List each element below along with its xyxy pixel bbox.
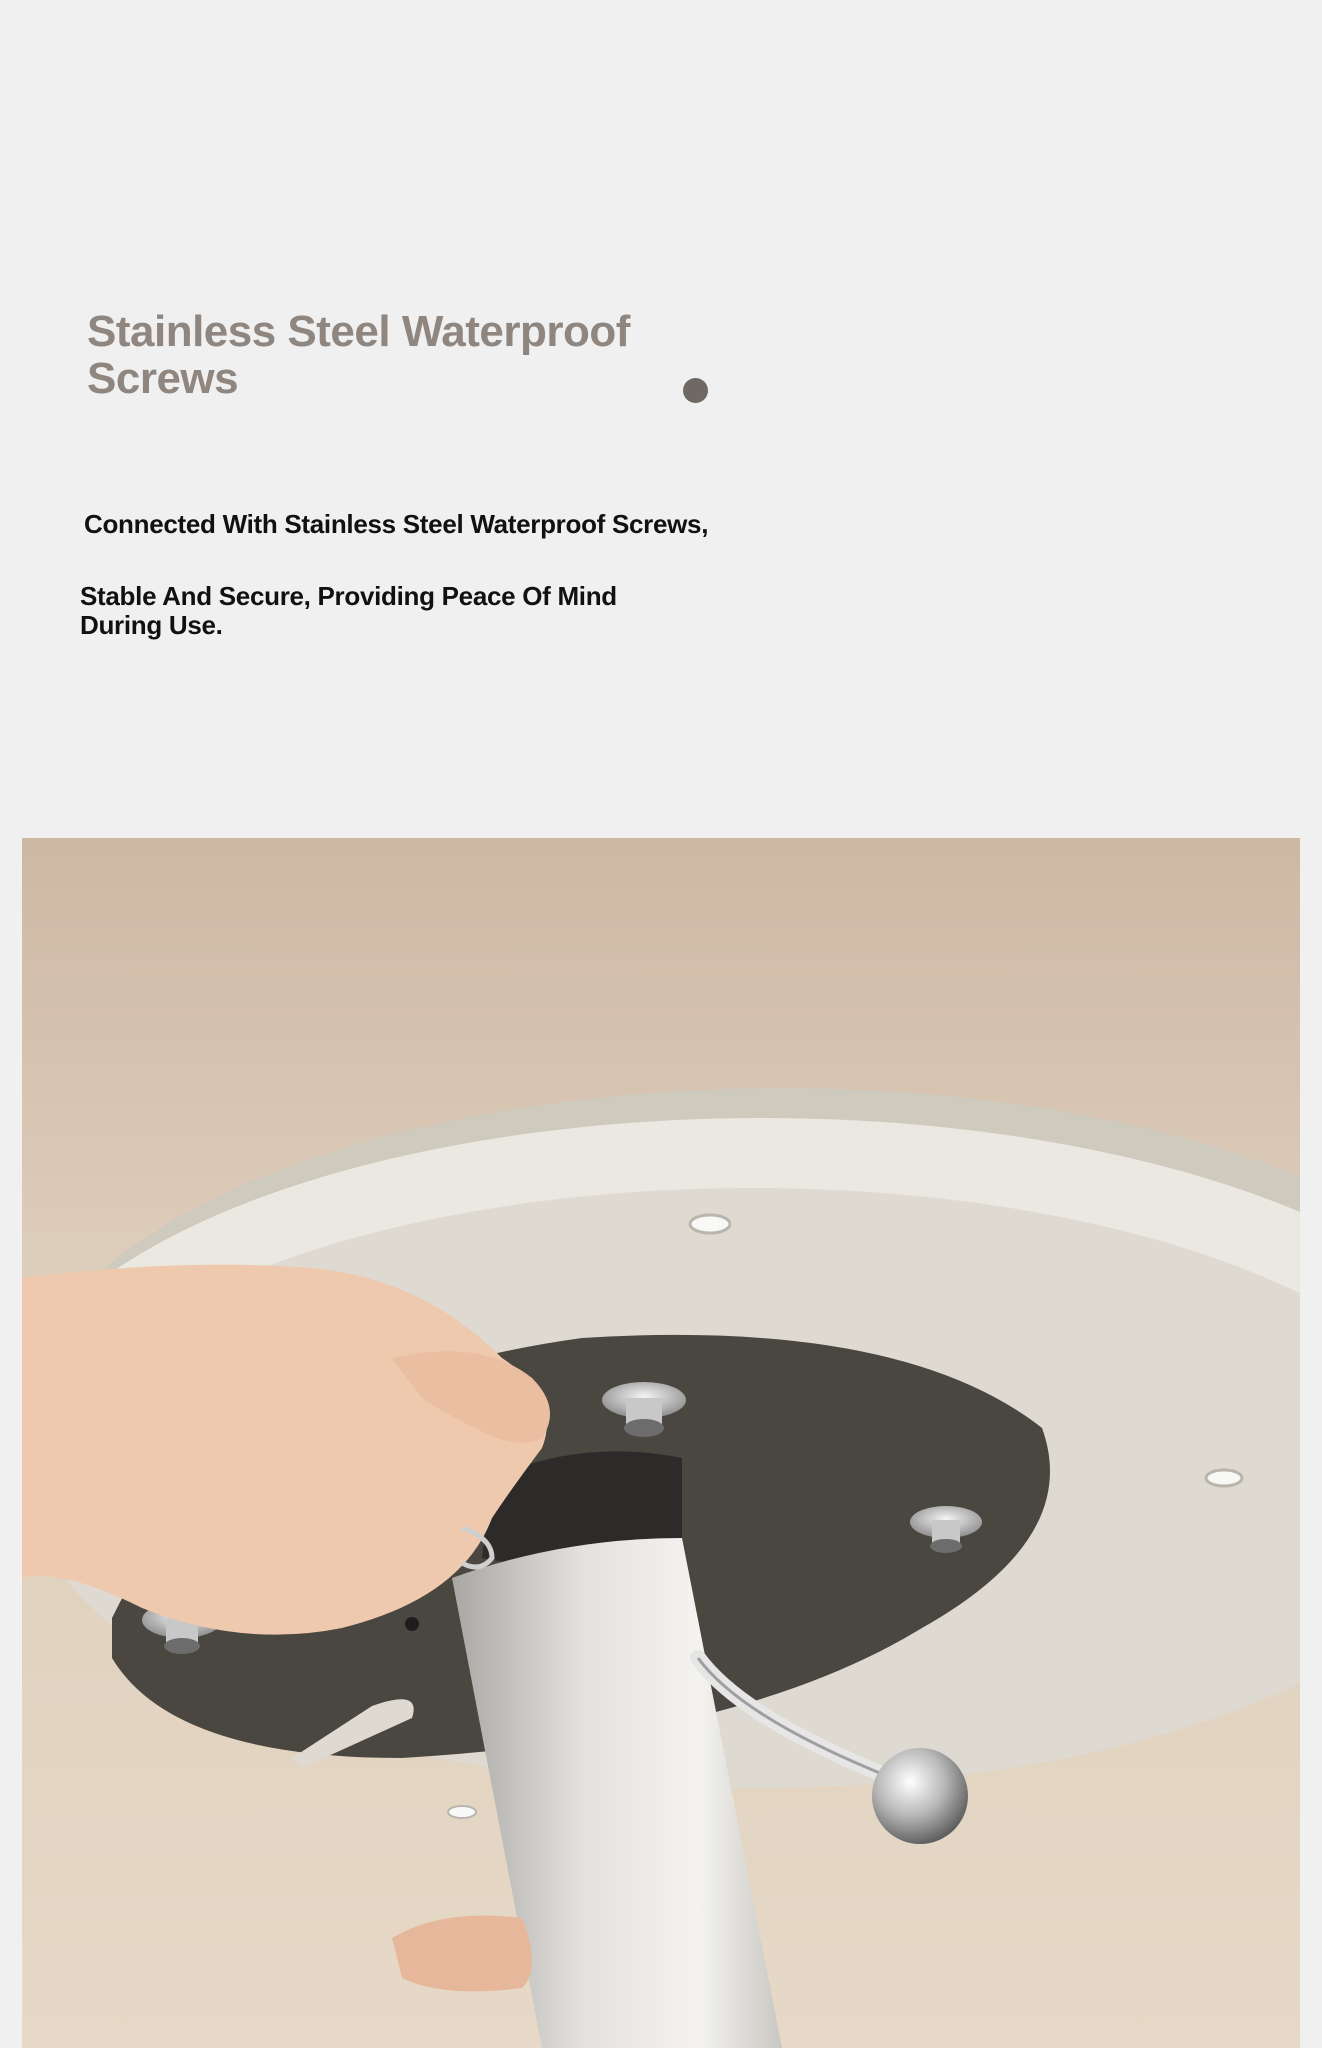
product-photo	[22, 838, 1300, 2048]
description-line-1: Connected With Stainless Steel Waterproof Screws,	[84, 509, 709, 539]
product-photo-illustration	[22, 838, 1300, 2048]
description-line-2: Stable And Secure, Providing Peace Of Mind During Use.	[80, 581, 617, 640]
section-title: Stainless Steel Waterproof Screws	[87, 307, 630, 403]
decorative-dot-icon	[683, 378, 708, 403]
